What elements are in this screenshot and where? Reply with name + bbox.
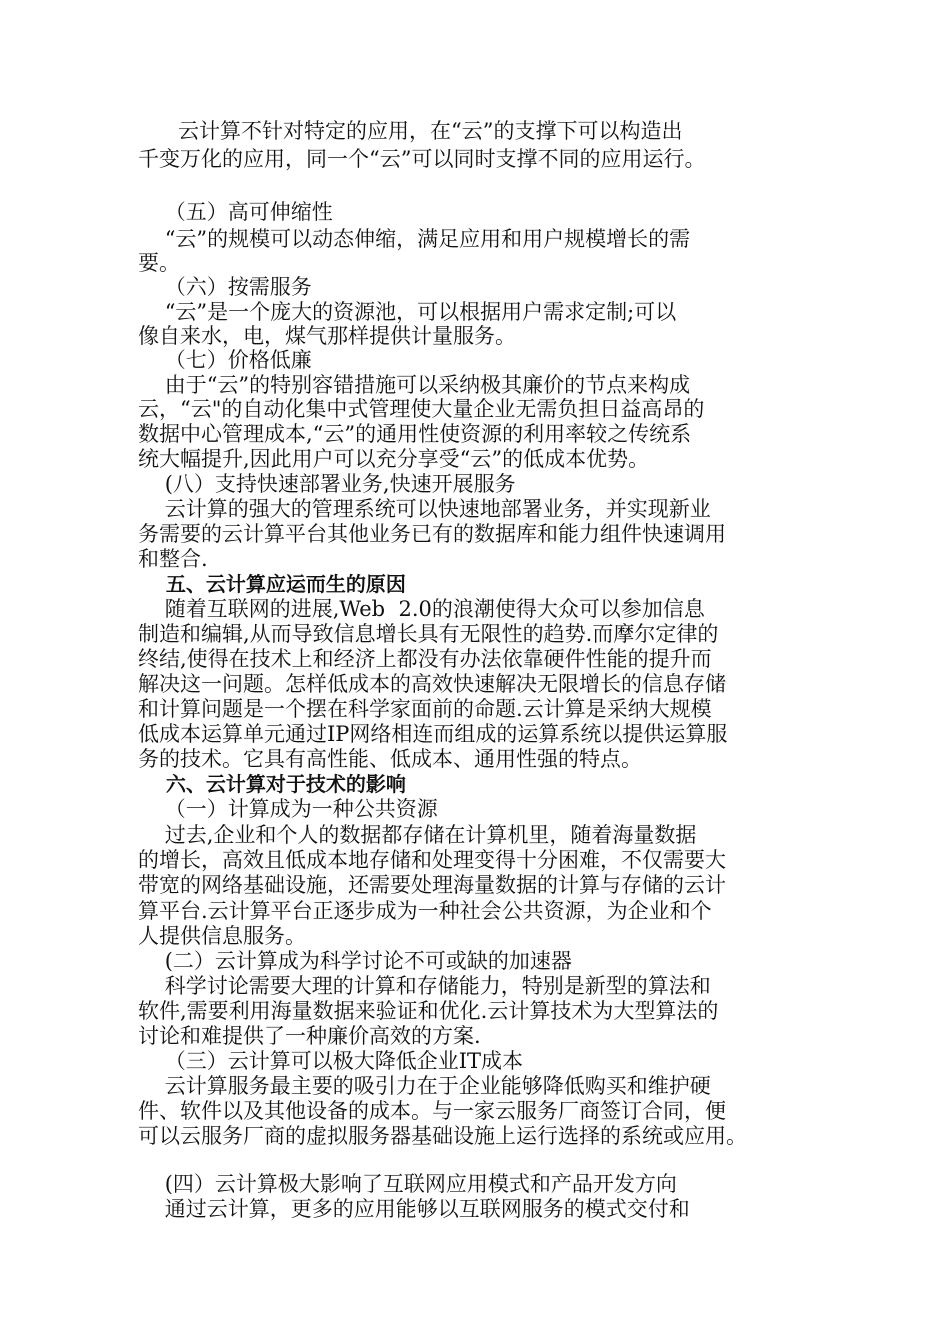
section-heading: (八）支持快速部署业务,快速开展服务 [138,472,516,496]
paragraph-line: 云计算的强大的管理系统可以快速地部署业务，并实现新业 [138,497,711,521]
section-heading: （五）高可伸缩性 [138,200,333,224]
paragraph-line: 过去,企业和个人的数据都存储在计算机里，随着海量数据 [138,823,697,847]
paragraph-line: 云计算服务最主要的吸引力在于企业能够降低购买和维护硬 [138,1074,711,1098]
chapter-heading: 六、云计算对于技术的影响 [138,772,406,796]
paragraph-line: 讨论和难提供了一种廉价高效的方案. [138,1024,481,1048]
paragraph-line: 云计算不针对特定的应用，在“云”的支撑下可以构造出 [138,119,683,143]
paragraph-line: 通过云计算，更多的应用能够以互联网服务的模式交付和 [138,1197,690,1221]
paragraph-line: 的增长，高效且低成本地存储和处理变得十分困难，不仅需要大 [138,848,726,872]
paragraph-line: 低成本运算单元通过IP网络相连而组成的运算系统以提供运算服 [138,722,728,746]
section-heading: (四）云计算极大影响了互联网应用模式和产品开发方向 [138,1172,677,1196]
paragraph-line: 随着互联网的进展,Web 2.0的浪潮使得大众可以参加信息 [138,597,705,621]
paragraph-line: 可以云服务厂商的虚拟服务器基础设施上运行选择的系统或应用。 [138,1124,747,1148]
paragraph-line: 云，“云"的自动化集中式管理使大量企业无需负担日益高昂的 [138,397,705,421]
paragraph-line: 由于“云”的特别容错措施可以采纳极其廉价的节点来构成 [138,373,691,397]
paragraph-line: “云”是一个庞大的资源池，可以根据用户需求定制;可以 [138,300,677,324]
paragraph-line: 件、软件以及其他设备的成本。与一家云服务厂商签订合同，便 [138,1099,726,1123]
section-heading: （七）价格低廉 [138,348,312,372]
paragraph-line: 像自来水，电，煤气那样提供计量服务。 [138,324,516,348]
chapter-heading: 五、云计算应运而生的原因 [138,572,406,596]
paragraph-line: 务的技术。它具有高性能、低成本、通用性强的特点。 [138,747,642,771]
paragraph-line: 和整合. [138,547,208,571]
paragraph-line: 软件,需要利用海量数据来验证和优化.云计算技术为大型算法的 [138,999,719,1023]
section-heading: （三）云计算可以极大降低企业IT成本 [138,1049,524,1073]
paragraph-line: 解决这一问题。怎样低成本的高效快速解决无限增长的信息存储 [138,672,726,696]
paragraph-line: 终结,使得在技术上和经济上都没有办法依靠硬件性能的提升而 [138,647,712,671]
section-heading: （一）计算成为一种公共资源 [138,797,438,821]
paragraph-line: 统大幅提升,因此用户可以充分享受“云”的低成本优势。 [138,447,650,471]
paragraph-line: 算平台.云计算平台正逐步成为一种社会公共资源，为企业和个 [138,899,712,923]
paragraph-line: 带宽的网络基础设施，还需要处理海量数据的计算与存储的云计 [138,873,726,897]
paragraph-line: 要。 [138,251,180,275]
paragraph-line: 科学讨论需要大理的计算和存储能力，特别是新型的算法和 [138,974,711,998]
paragraph-line: 和计算问题是一个摆在科学家面前的命题.云计算是采纳大规模 [138,697,712,721]
paragraph-line: 务需要的云计算平台其他业务已有的数据库和能力组件快速调用 [138,522,726,546]
section-heading: （六）按需服务 [138,275,312,299]
paragraph-line: 人提供信息服务。 [138,924,306,948]
paragraph-line: 千变万化的应用，同一个“云”可以同时支撑不同的应用运行。 [138,147,706,171]
paragraph-line: “云”的规模可以动态伸缩，满足应用和用户规模增长的需 [138,227,691,251]
paragraph-line: 数据中心管理成本,“云”的通用性使资源的利用率较之传统系 [138,422,692,446]
paragraph-line: 制造和编辑,从而导致信息增长具有无限性的趋势.而摩尔定律的 [138,622,719,646]
section-heading: (二）云计算成为科学讨论不可或缺的加速器 [138,949,572,973]
